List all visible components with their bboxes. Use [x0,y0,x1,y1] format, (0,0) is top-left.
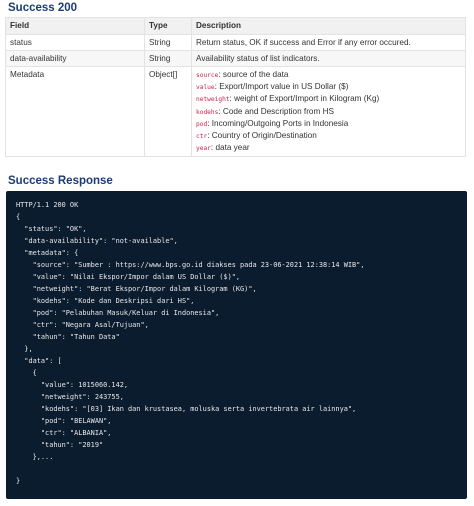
metadata-key: ctr [196,133,208,141]
success-response-heading: Success Response [8,175,113,187]
row-description: Return status, OK if success and Error if any error occured. [192,35,466,51]
header-type: Type [145,18,192,35]
metadata-key: pod [196,120,208,128]
metadata-item [196,142,461,154]
success-200-heading: Success 200 [8,2,78,14]
metadata-text: : Country of Origin/Destination [207,131,317,141]
row-field: status [6,35,145,51]
table-row [6,67,466,157]
metadata-item [196,93,461,105]
metadata-key: kodehs [196,108,219,116]
table-row [6,35,466,51]
metadata-key: netweight [196,96,230,104]
row-field: data-availability [6,51,145,67]
row-type: String [145,35,192,51]
table-row [6,51,466,67]
metadata-key: source [196,72,219,79]
row-field: Metadata [6,67,145,157]
metadata-item [196,130,461,142]
metadata-text: : Export/Import value in US Dollar ($) [214,82,349,92]
table-header-row [6,18,466,35]
header-description: Description [192,18,466,35]
metadata-item [196,81,461,93]
metadata-text: : weight of Export/Import in Kilogram (Kg) [229,94,380,104]
metadata-text: : Incoming/Outgoing Ports in Indonesia [207,118,349,128]
metadata-item [196,106,461,118]
metadata-key: value [196,84,215,92]
metadata-item [196,118,461,130]
response-code-block[interactable] [6,191,467,499]
success-fields-table [5,17,466,157]
metadata-text: : Code and Description from HS [218,106,334,116]
metadata-description [192,67,466,157]
response-code-text[interactable]: HTTP/1.1 200 OK { "status": "OK", "data-availability": "not-available", "metadata": { "source": "Sumber : https://www.bps.go.id diakses pada 23-06-2021 12:38:14 WIB", "value": "Nilai Ekspor/Impor dalam US Dollar ($)", "netweight": "Berat Ekspor/Impor dalam Kilogram (KG)", "kodehs": "Kode dan Deskripsi dari HS", "pod": "Pelabuhan Masuk/Keluar di Indonesia", "ctr": "Negara Asal/Tujuan", "tahun": "Tahun Data" }, "data": [ { "value": 1015060.142, "netweight": 243755, "kodehs": "[03] Ikan dan krustasea, moluska serta invertebrata air lainnya", "pod": "BELAWAN", "ctr": "ALBANIA", "tahun": "2019" },... } [16,201,365,485]
metadata-text: : data year [210,143,250,153]
row-type: Object[] [145,67,192,157]
row-description: Availability status of list indicators. [192,51,466,67]
metadata-key: year [196,145,211,153]
row-type: String [145,51,192,67]
header-field: Field [6,18,145,35]
metadata-item [196,69,461,81]
metadata-text: : source of the data [218,70,289,79]
